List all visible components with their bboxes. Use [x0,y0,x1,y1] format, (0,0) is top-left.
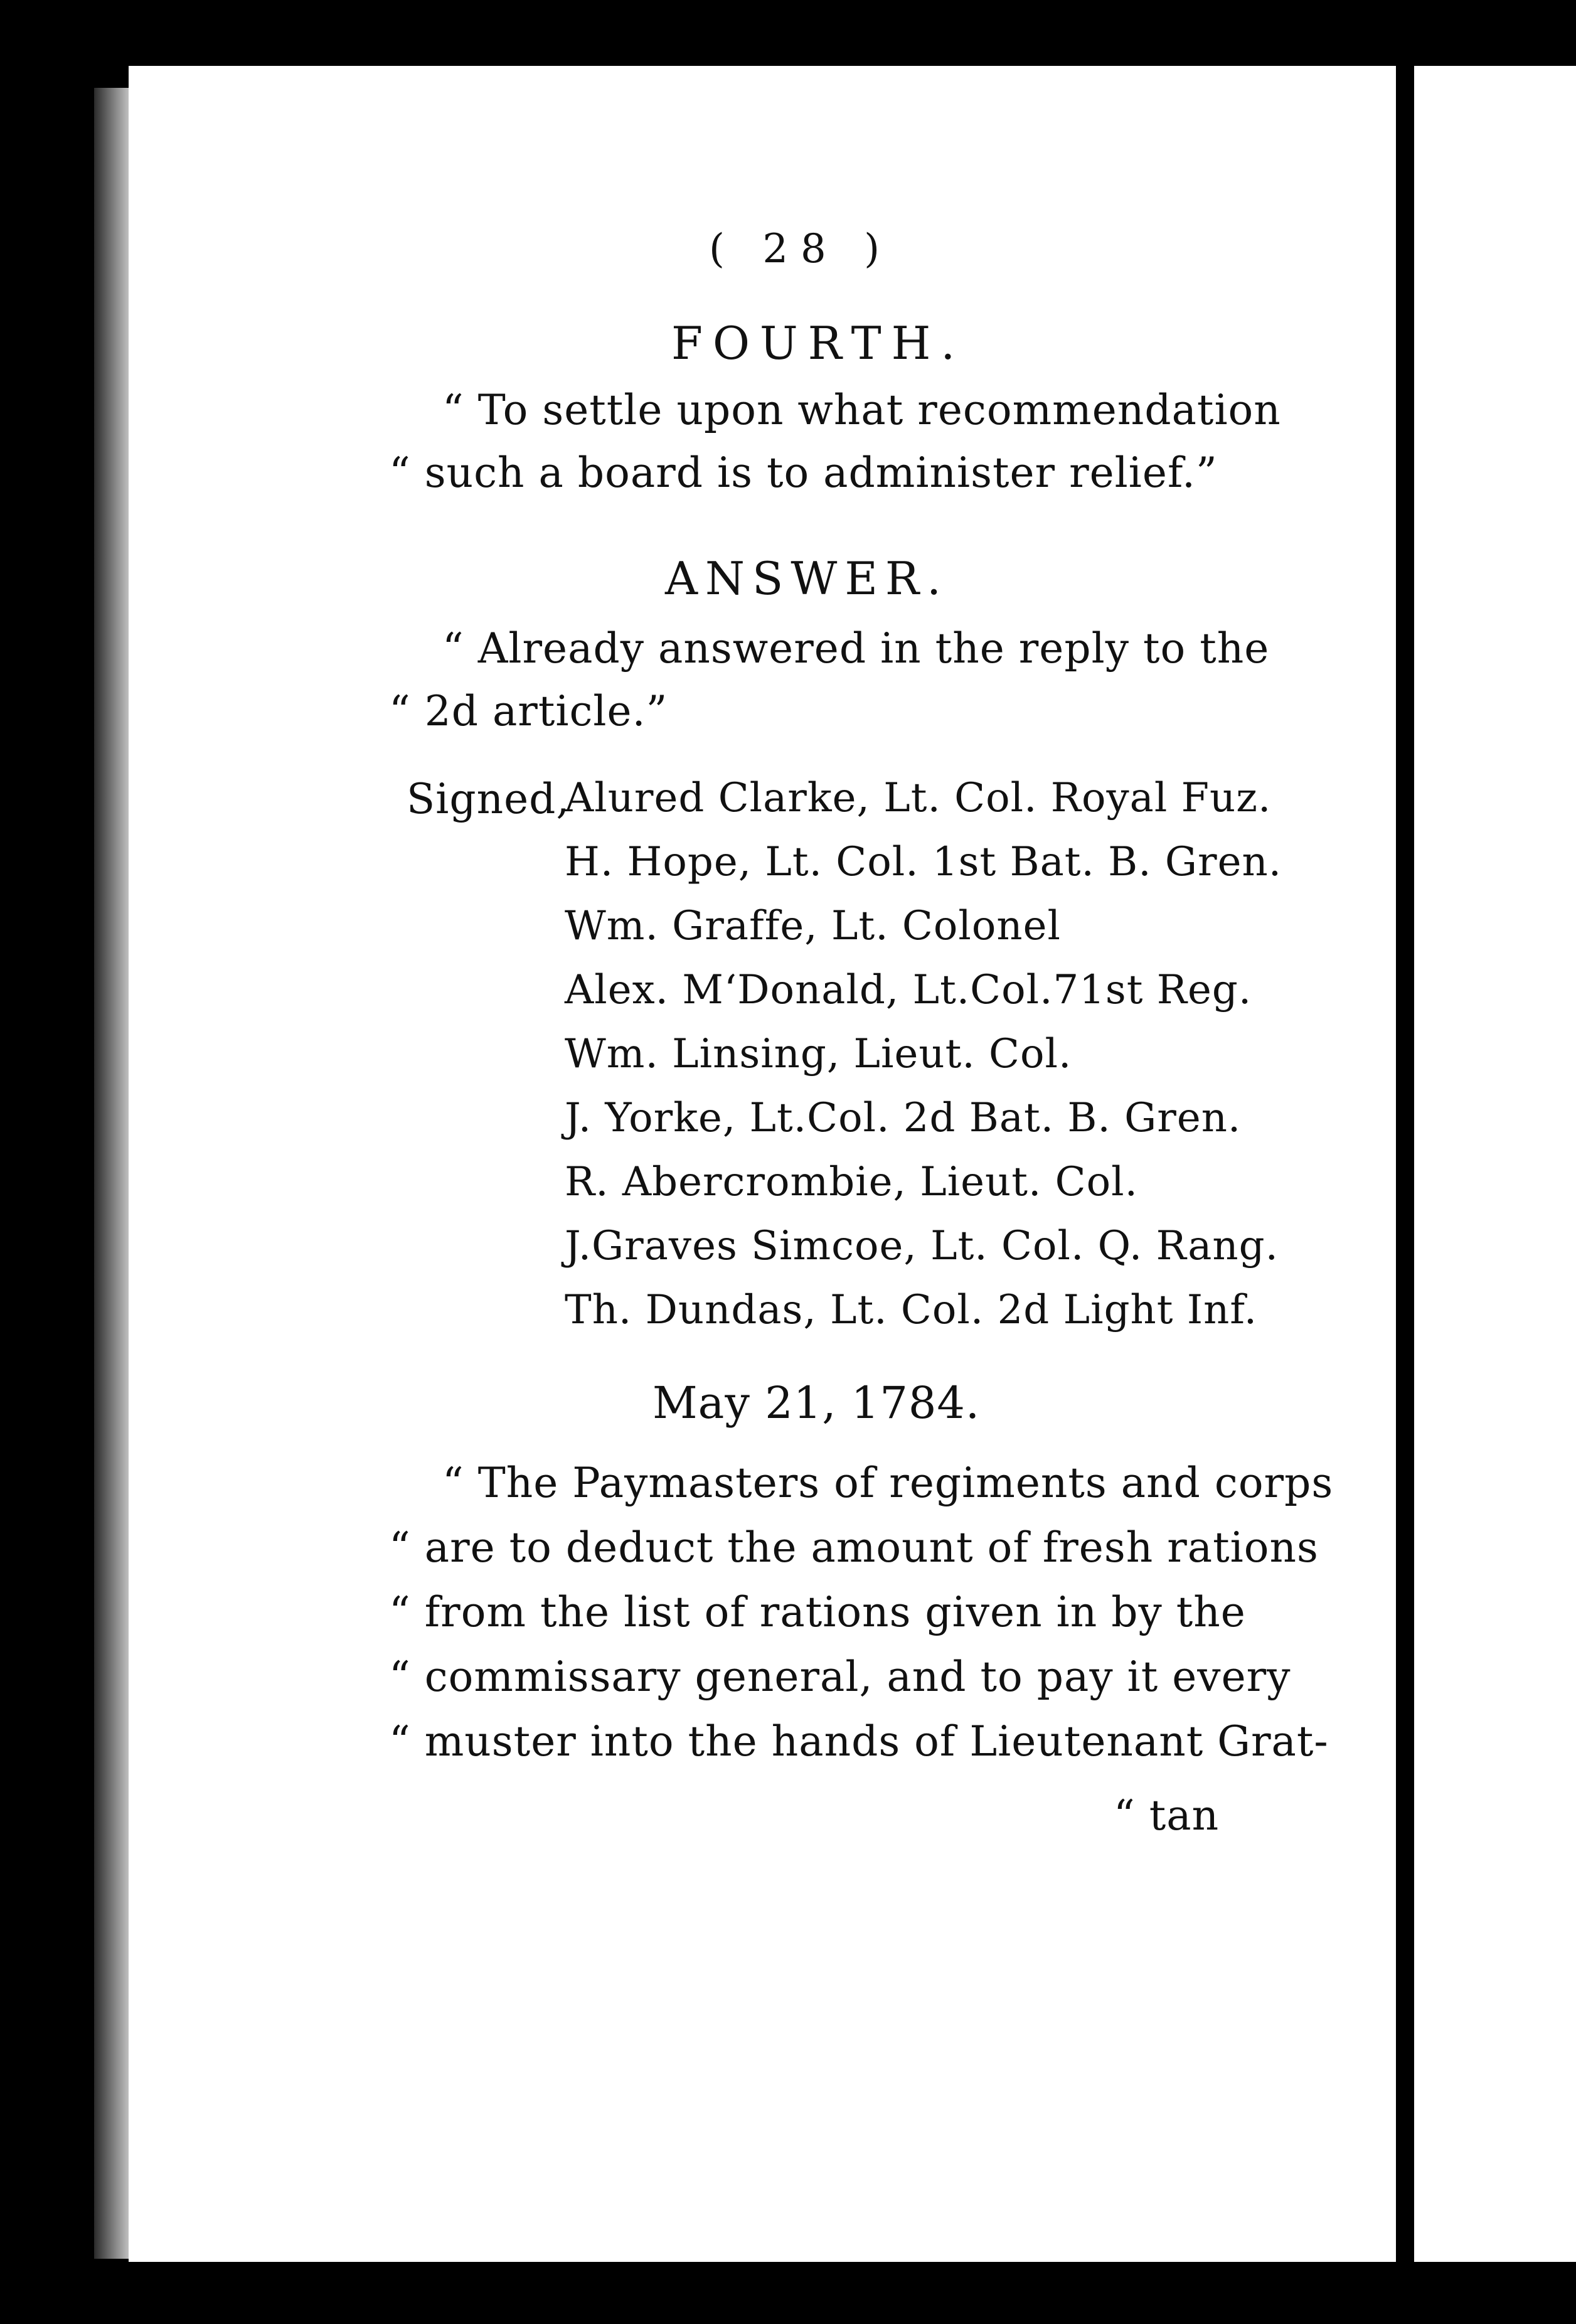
answer-line: “ Already answered in the reply to the [442,624,1270,673]
signed-label: Signed, [407,775,570,823]
section-heading-answer: ANSWER. [665,552,949,605]
facing-page-edge [1405,66,1576,2262]
signatory: Alex. M‘Donald, Lt.Col.71st Reg. [565,967,1252,1013]
order-line: “ The Paymasters of regiments and corps [442,1459,1334,1507]
signatory: J. Yorke, Lt.Col. 2d Bat. B. Gren. [565,1095,1242,1141]
signatory: Th. Dundas, Lt. Col. 2d Light Inf. [565,1287,1258,1333]
fourth-line: “ To settle upon what recommendation [442,386,1281,434]
section-heading-fourth: FOURTH. [671,317,966,370]
order-line: “ muster into the hands of Lieutenant Grat- [389,1717,1329,1766]
order-line: “ are to deduct the amount of fresh rations [389,1523,1319,1572]
fourth-line: “ such a board is to administer relief.” [389,449,1218,497]
signatory: H. Hope, Lt. Col. 1st Bat. B. Gren. [565,839,1282,885]
order-line: “ commissary general, and to pay it every [389,1653,1291,1701]
signatory: J.Graves Simcoe, Lt. Col. Q. Rang. [565,1223,1279,1269]
catchword: “ tan [1114,1791,1220,1840]
signatory: R. Abercrombie, Lieut. Col. [565,1159,1138,1205]
page-number: ( 28 ) [709,226,893,272]
order-date: May 21, 1784. [652,1377,981,1429]
answer-line: “ 2d article.” [389,687,668,735]
order-line: “ from the list of rations given in by the [389,1588,1246,1636]
signatory: Alured Clarke, Lt. Col. Royal Fuz. [565,775,1272,821]
signatory: Wm. Linsing, Lieut. Col. [565,1031,1072,1077]
signatory: Wm. Graffe, Lt. Colonel [565,903,1061,949]
